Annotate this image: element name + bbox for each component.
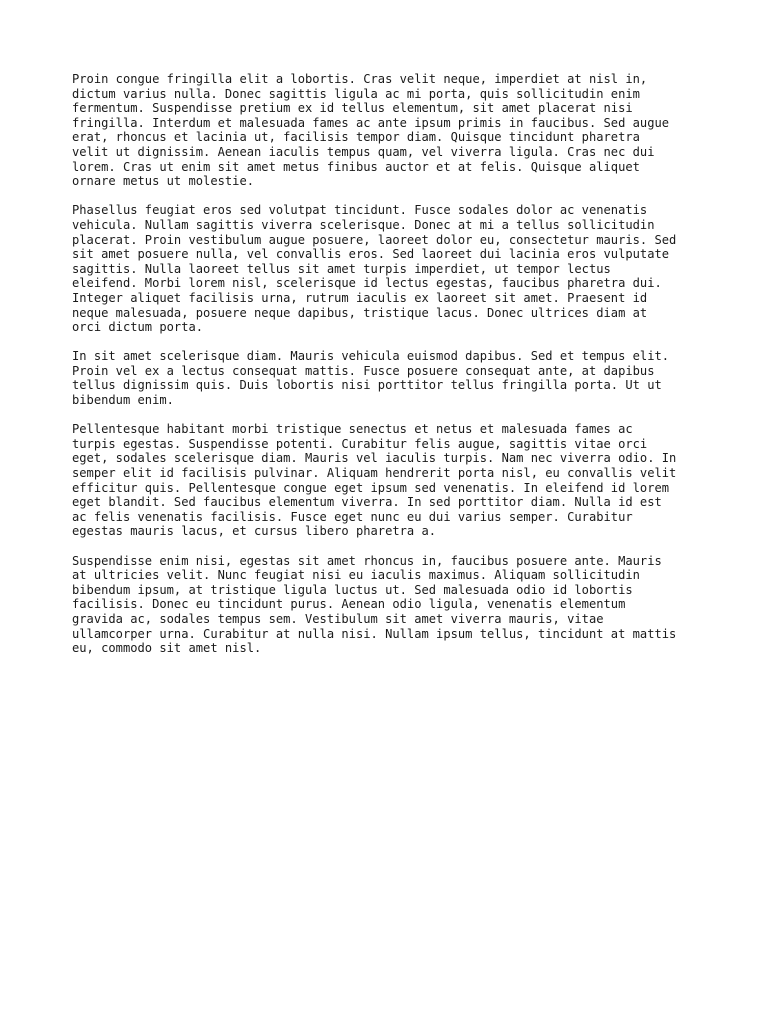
paragraph-1: Proin congue fringilla elit a lobortis. Cras velit neque, imperdiet at nisl in, dictum varius nulla. Donec sagittis ligula ac mi porta, quis sollicitudin enim fermentum. Suspendisse pretium ex id tellus elementum, sit amet placerat nisi fringilla. Interdum et malesuada fames ac ante ipsum primis in faucibus. Sed augue erat, rhoncus et lacinia ut, facilisis tempor diam. Quisque tincidunt pharetra velit ut dignissim. Aenean iaculis tempus quam, vel viverra ligula. Cras nec dui lorem. Cras ut enim sit amet metus finibus auctor et at felis. Quisque aliquet ornare metus ut molestie.: [72, 72, 670, 189]
paragraph-5: Suspendisse enim nisi, egestas sit amet rhoncus in, faucibus posuere ante. Mauris at ultricies velit. Nunc feugiat nisi eu iaculis maximus. Aliquam sollicitudin bibendum ipsum, at tristique ligula luctus ut. Sed malesuada odio id lobortis facilisis. Donec eu tincidunt purus. Aenean odio ligula, venenatis elementum gravida ac, sodales tempus sem. Vestibulum sit amet viverra mauris, vitae ullamcorper urna. Curabitur at nulla nisi. Nullam ipsum tellus, tincidunt at mattis eu, commodo sit amet nisl.: [72, 553, 677, 656]
paragraph-2: Phasellus feugiat eros sed volutpat tincidunt. Fusce sodales dolor ac venenatis vehicula. Nullam sagittis viverra scelerisque. Donec at mi a tellus sollicitudin placerat. Proin vestibulum augue posuere, laoreet dolor eu, consectetur mauris. Sed sit amet posuere nulla, vel convallis eros. Sed laoreet dui lacinia eros vulputate sagittis. Nulla laoreet tellus sit amet turpis imperdiet, ut tempor lectus eleifend. Morbi lorem nisl, scelerisque id lectus egestas, faucibus pharetra dui. Integer aliquet facilisis urna, rutrum iaculis ex laoreet sit amet. Praesent id neque malesuada, posuere neque dapibus, tristique lacus. Donec ultrices diam at orci dictum porta.: [72, 203, 677, 335]
paragraph-4: Pellentesque habitant morbi tristique senectus et netus et malesuada fames ac turpis egestas. Suspendisse potenti. Curabitur felis augue, sagittis vitae orci eget, sodales scelerisque diam. Mauris vel iaculis turpis. Nam nec viverra odio. In semper elit id facilisis pulvinar. Aliquam hendrerit porta nisl, eu convallis velit efficitur quis. Pellentesque congue eget ipsum sed venenatis. In eleifend id lorem eget blandit. Sed faucibus elementum viverra. In sed porttitor diam. Nulla id est ac felis venenatis facilisis. Fusce eget nunc eu dui varius semper. Curabitur egestas mauris lacus, et cursus libero pharetra a.: [72, 422, 677, 539]
document-body: [72, 72, 702, 670]
paragraph-3: In sit amet scelerisque diam. Mauris vehicula euismod dapibus. Sed et tempus elit. Proin vel ex a lectus consequat mattis. Fusce posuere consequat ante, at dapibus tellus dignissim quis. Duis lobortis nisi porttitor tellus fringilla porta. Ut ut bibendum enim.: [72, 349, 670, 408]
